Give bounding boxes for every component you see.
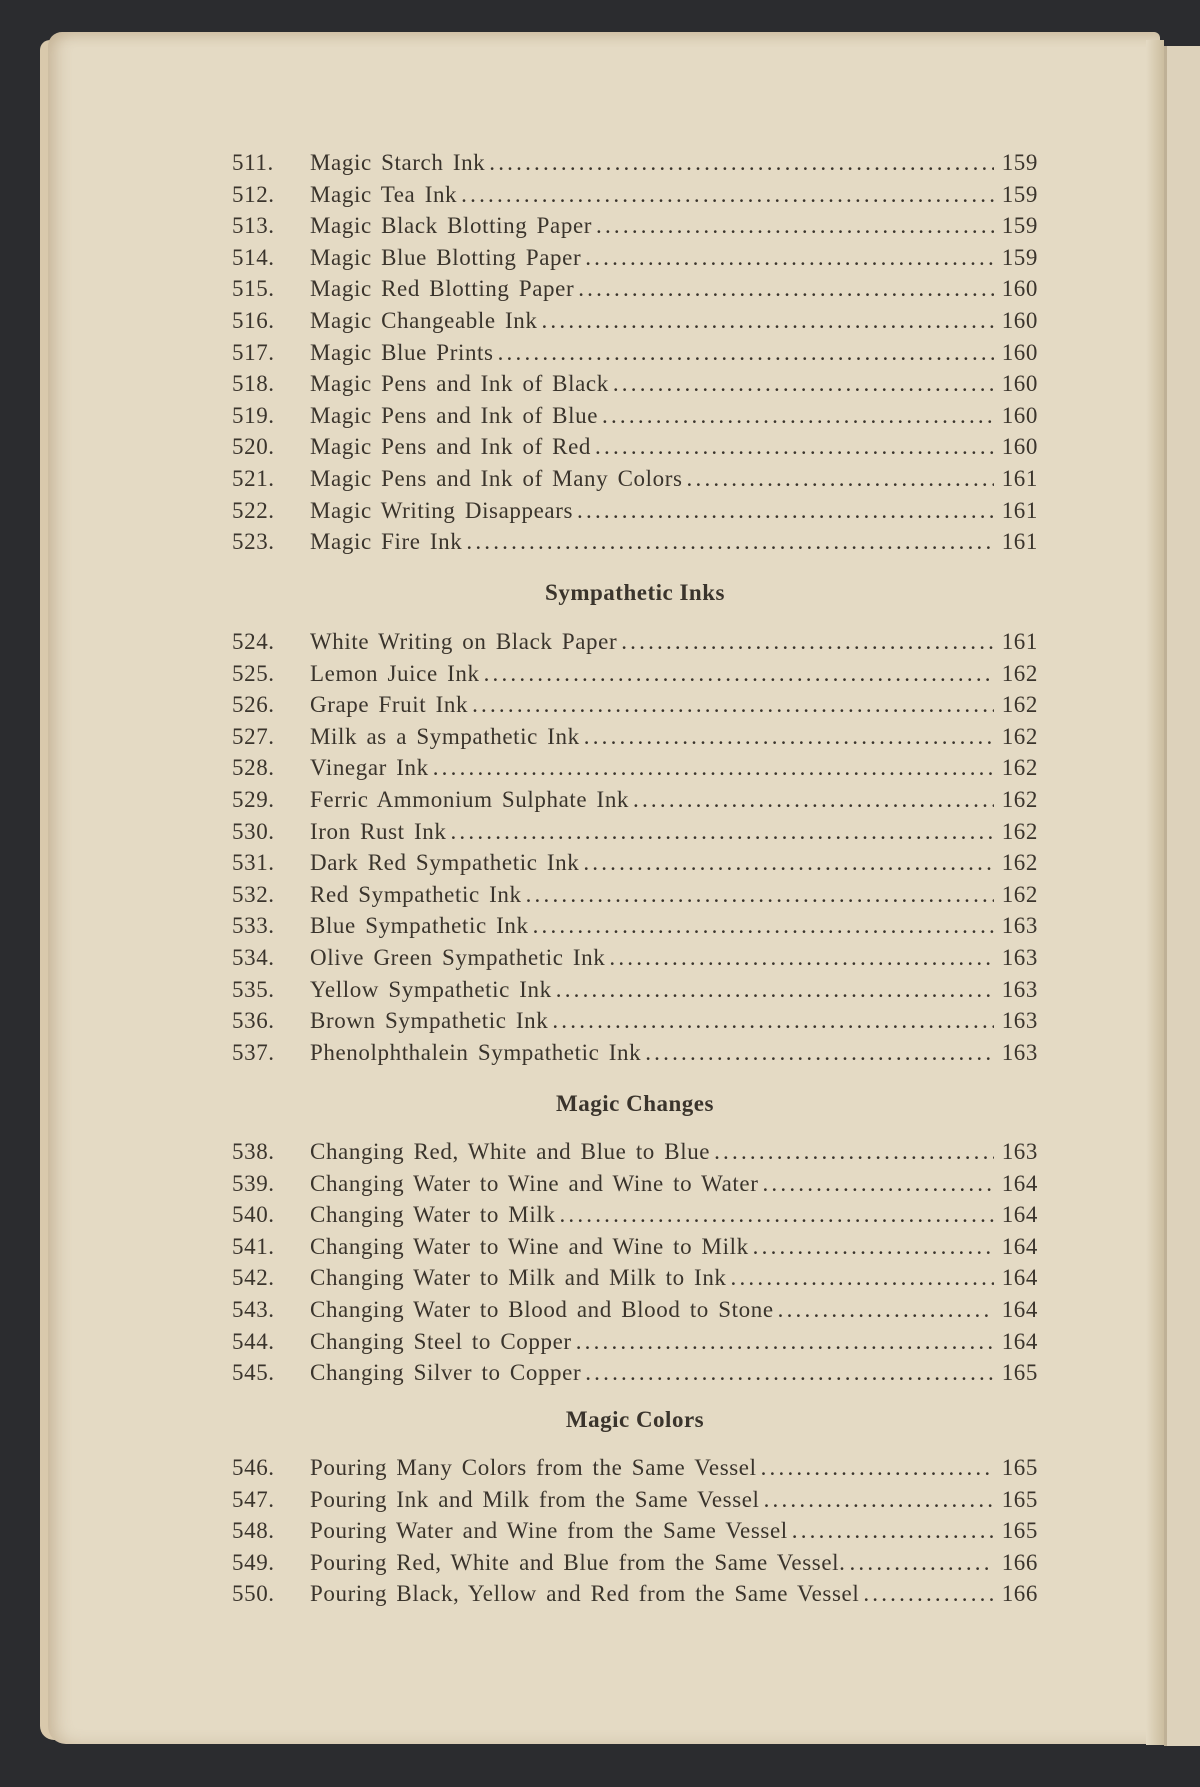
entry-page: 162	[1001, 786, 1038, 812]
entry-page: 163	[1001, 1039, 1038, 1065]
entry-title: Milk as a Sympathetic Ink	[310, 723, 580, 749]
toc-entry	[232, 337, 1038, 369]
entry-title: Iron Rust Ink	[310, 818, 447, 844]
toc-entry	[232, 721, 1038, 753]
entry-number: 544.	[232, 1328, 275, 1354]
entry-number: 534.	[232, 944, 275, 970]
entry-page: 162	[1001, 881, 1038, 907]
entry-page: 162	[1001, 755, 1038, 781]
entry-page: 159	[1001, 213, 1038, 239]
entry-number: 526.	[232, 692, 275, 718]
entry-title: Yellow Sympathetic Ink	[310, 976, 552, 1002]
toc-entry	[232, 463, 1038, 495]
toc-entry	[232, 400, 1038, 432]
dot-leader	[429, 752, 994, 784]
entry-page: 160	[1001, 307, 1038, 333]
entry-title: Grape Fruit Ink	[310, 692, 469, 718]
entry-page: 164	[1001, 1233, 1038, 1259]
entry-title: Magic Red Blotting Paper	[310, 276, 575, 302]
toc-entry	[232, 942, 1038, 974]
toc-entry	[232, 752, 1038, 784]
dot-leader	[573, 495, 994, 527]
dot-leader	[555, 1199, 994, 1231]
entry-page: 166	[1001, 1549, 1038, 1575]
dot-leader	[581, 242, 994, 274]
toc-entry	[232, 658, 1038, 690]
entry-title: Changing Steel to Copper	[310, 1328, 572, 1354]
entry-title: Magic Pens and Ink of Black	[310, 371, 609, 397]
entry-page: 165	[1001, 1360, 1038, 1386]
entry-title: Dark Red Sympathetic Ink	[310, 850, 580, 876]
entry-number: 531.	[232, 850, 275, 876]
entry-title: Changing Red, White and Blue to Blue	[310, 1139, 711, 1164]
entry-page: 163	[1001, 944, 1038, 970]
dot-leader	[480, 658, 994, 690]
toc-entry	[232, 1262, 1038, 1294]
dot-leader	[757, 1452, 994, 1484]
toc-entry	[232, 210, 1038, 242]
dot-leader	[845, 1547, 994, 1579]
entry-page: 164	[1001, 1265, 1038, 1291]
entry-number: 538.	[232, 1139, 275, 1164]
toc-section	[232, 1136, 1038, 1389]
entry-title: Changing Water to Wine and Wine to Milk	[310, 1233, 749, 1259]
dot-leader	[581, 1357, 994, 1389]
entry-page: 160	[1001, 434, 1038, 460]
section-heading: Magic Changes	[556, 1091, 714, 1116]
entry-page: 162	[1001, 818, 1038, 844]
entry-title: Changing Water to Wine and Wine to Water	[310, 1170, 759, 1196]
entry-page: 159	[1001, 181, 1038, 207]
toc-entry	[232, 1326, 1038, 1358]
entry-number: 539.	[232, 1170, 275, 1196]
toc-section	[232, 1452, 1038, 1610]
dot-leader	[749, 1231, 994, 1263]
entry-title: Magic Pens and Ink of Red	[310, 434, 592, 460]
toc-entry	[232, 526, 1038, 558]
entry-title: Pouring Many Colors from the Same Vessel	[310, 1455, 757, 1480]
entry-title: Magic Blue Blotting Paper	[310, 244, 582, 270]
dot-leader	[727, 1262, 994, 1294]
entry-number: 521.	[232, 465, 275, 491]
entry-title: Magic Fire Ink	[310, 529, 463, 555]
section-heading: Magic Colors	[565, 1407, 705, 1432]
entry-number: 535.	[232, 976, 275, 1002]
entry-number: 514.	[232, 244, 275, 270]
entry-number: 541.	[232, 1233, 275, 1259]
entry-page: 163	[1001, 976, 1038, 1002]
toc-entry	[232, 1452, 1038, 1484]
entry-number: 549.	[232, 1549, 275, 1575]
entry-title: Pouring Water and Wine from the Same Vessel	[310, 1518, 788, 1544]
entry-number: 515.	[232, 276, 275, 302]
entry-page: 163	[1001, 913, 1038, 939]
entry-title: Olive Green Sympathetic Ink	[310, 944, 606, 970]
toc-entry	[232, 1037, 1038, 1069]
entry-number: 516.	[232, 307, 275, 333]
entry-page: 164	[1001, 1328, 1038, 1354]
entry-title: Lemon Juice Ink	[310, 660, 480, 686]
entry-page: 160	[1001, 371, 1038, 397]
entry-page: 159	[1001, 150, 1038, 175]
dot-leader	[760, 1484, 994, 1516]
dot-leader	[522, 879, 994, 911]
entry-page: 160	[1001, 402, 1038, 428]
entry-number: 520.	[232, 434, 275, 460]
entry-number: 540.	[232, 1202, 275, 1228]
entry-page: 161	[1001, 529, 1038, 555]
entry-page: 162	[1001, 723, 1038, 749]
entry-page: 163	[1001, 1139, 1038, 1164]
entry-page: 159	[1001, 244, 1038, 270]
entry-title: Magic Changeable Ink	[310, 307, 538, 333]
entry-number: 527.	[232, 723, 275, 749]
dot-leader	[758, 1168, 994, 1200]
toc-entry	[232, 879, 1038, 911]
entry-title: Pouring Red, White and Blue from the Same Vessel.	[310, 1549, 846, 1575]
entry-number: 543.	[232, 1296, 275, 1322]
entry-page: 164	[1001, 1170, 1038, 1196]
entry-title: Magic Black Blotting Paper	[310, 213, 593, 239]
toc-entry	[232, 910, 1038, 942]
entry-number: 511.	[232, 150, 274, 175]
entry-title: Brown Sympathetic Ink	[310, 1008, 549, 1034]
entry-page: 162	[1001, 692, 1038, 718]
entry-title: Magic Writing Disappears	[310, 497, 574, 523]
toc-entry	[232, 784, 1038, 816]
dot-leader	[462, 526, 994, 558]
toc-entry	[232, 1578, 1038, 1610]
toc-entry	[232, 1168, 1038, 1200]
entry-page: 161	[1001, 497, 1038, 523]
toc-section	[232, 147, 1038, 558]
entry-page: 165	[1001, 1518, 1038, 1544]
entry-number: 533.	[232, 913, 275, 939]
toc-entry	[232, 495, 1038, 527]
entry-title: Ferric Ammonium Sulphate Ink	[310, 786, 630, 812]
entry-number: 542.	[232, 1265, 275, 1291]
facing-page-edge	[1164, 46, 1200, 1746]
toc-entry	[232, 1294, 1038, 1326]
entry-page: 161	[1001, 465, 1038, 491]
dot-leader	[574, 273, 994, 305]
entry-page: 164	[1001, 1296, 1038, 1322]
entry-title: Vinegar Ink	[310, 755, 429, 781]
entry-number: 523.	[232, 529, 275, 555]
entry-number: 522.	[232, 497, 275, 523]
entry-page: 165	[1001, 1486, 1038, 1512]
entry-number: 518.	[232, 371, 275, 397]
entry-title: Changing Water to Blood and Blood to Stone	[310, 1296, 774, 1322]
toc-entry	[232, 816, 1038, 848]
entry-title: Magic Blue Prints	[310, 339, 494, 365]
dot-leader	[485, 147, 994, 179]
dot-leader	[579, 847, 994, 879]
entry-number: 519.	[232, 402, 275, 428]
entry-title: Pouring Ink and Milk from the Same Vessel	[310, 1486, 760, 1512]
toc-entry	[232, 1484, 1038, 1516]
dot-leader	[572, 1326, 994, 1358]
dot-leader	[580, 721, 994, 753]
dot-leader	[641, 1037, 994, 1069]
entry-number: 536.	[232, 1008, 275, 1034]
toc-entry	[232, 368, 1038, 400]
entry-number: 525.	[232, 660, 275, 686]
entry-number: 513.	[232, 213, 275, 239]
toc-entry	[232, 305, 1038, 337]
dot-leader	[629, 784, 994, 816]
dot-leader	[468, 689, 994, 721]
entry-page: 160	[1001, 276, 1038, 302]
dot-leader	[617, 626, 994, 658]
dot-leader	[605, 942, 994, 974]
entry-page: 162	[1001, 850, 1038, 876]
entry-number: 545.	[232, 1360, 275, 1386]
entry-title: Changing Water to Milk	[310, 1202, 556, 1228]
dot-leader	[774, 1294, 994, 1326]
toc-entry	[232, 1199, 1038, 1231]
dot-leader	[529, 910, 994, 942]
toc-entry	[232, 1136, 1038, 1168]
toc-entry	[232, 147, 1038, 179]
entry-number: 530.	[232, 818, 275, 844]
entry-number: 512.	[232, 181, 275, 207]
entry-page: 163	[1001, 1008, 1038, 1034]
dot-leader	[859, 1578, 994, 1610]
entry-number: 528.	[232, 755, 275, 781]
dot-leader	[537, 305, 994, 337]
section-heading: Sympathetic Inks	[545, 580, 725, 605]
toc-entry	[232, 1515, 1038, 1547]
entry-page: 160	[1001, 339, 1038, 365]
entry-title: Phenolphthalein Sympathetic Ink	[310, 1039, 642, 1065]
toc-entry	[232, 847, 1038, 879]
entry-number: 517.	[232, 339, 275, 365]
dot-leader	[494, 337, 994, 369]
book-gutter	[1146, 40, 1164, 1745]
entry-title: Pouring Black, Yellow and Red from the Same Vessel	[310, 1581, 860, 1607]
dot-leader	[598, 400, 994, 432]
entry-title: Magic Starch Ink	[310, 150, 486, 175]
entry-title: Changing Silver to Copper	[310, 1360, 582, 1386]
toc-entry	[232, 1005, 1038, 1037]
entry-page: 164	[1001, 1202, 1038, 1228]
dot-leader	[457, 179, 994, 211]
entry-number: 550.	[232, 1581, 275, 1607]
entry-title: Magic Pens and Ink of Many Colors	[310, 465, 683, 491]
entry-number: 532.	[232, 881, 275, 907]
toc-entry	[232, 431, 1038, 463]
entry-number: 524.	[232, 629, 275, 654]
dot-leader	[552, 974, 994, 1006]
dot-leader	[591, 431, 994, 463]
dot-leader	[710, 1136, 994, 1168]
dot-leader	[788, 1515, 994, 1547]
toc-entry	[232, 1357, 1038, 1389]
entry-page: 161	[1001, 629, 1038, 654]
entry-title: Changing Water to Milk and Milk to Ink	[310, 1265, 727, 1291]
dot-leader	[446, 816, 994, 848]
entry-page: 166	[1001, 1581, 1038, 1607]
toc-section	[232, 626, 1038, 1068]
entry-title: White Writing on Black Paper	[310, 629, 618, 654]
toc-entry	[232, 689, 1038, 721]
entry-page: 165	[1001, 1455, 1038, 1480]
entry-number: 548.	[232, 1518, 275, 1544]
toc-entry	[232, 1547, 1038, 1579]
dot-leader	[592, 210, 994, 242]
entry-title: Magic Pens and Ink of Blue	[310, 402, 599, 428]
toc-entry	[232, 1231, 1038, 1263]
dot-leader	[609, 368, 994, 400]
toc-entry	[232, 242, 1038, 274]
toc-entry	[232, 179, 1038, 211]
toc-entry	[232, 273, 1038, 305]
dot-leader	[548, 1005, 994, 1037]
entry-number: 537.	[232, 1039, 275, 1065]
entry-title: Blue Sympathetic Ink	[310, 913, 529, 939]
toc-entry	[232, 974, 1038, 1006]
entry-title: Red Sympathetic Ink	[310, 881, 522, 907]
entry-number: 547.	[232, 1486, 275, 1512]
dot-leader	[683, 463, 994, 495]
entry-title: Magic Tea Ink	[310, 181, 458, 207]
toc-entry	[232, 626, 1038, 658]
entry-page: 162	[1001, 660, 1038, 686]
entry-number: 529.	[232, 786, 275, 812]
entry-number: 546.	[232, 1455, 275, 1480]
